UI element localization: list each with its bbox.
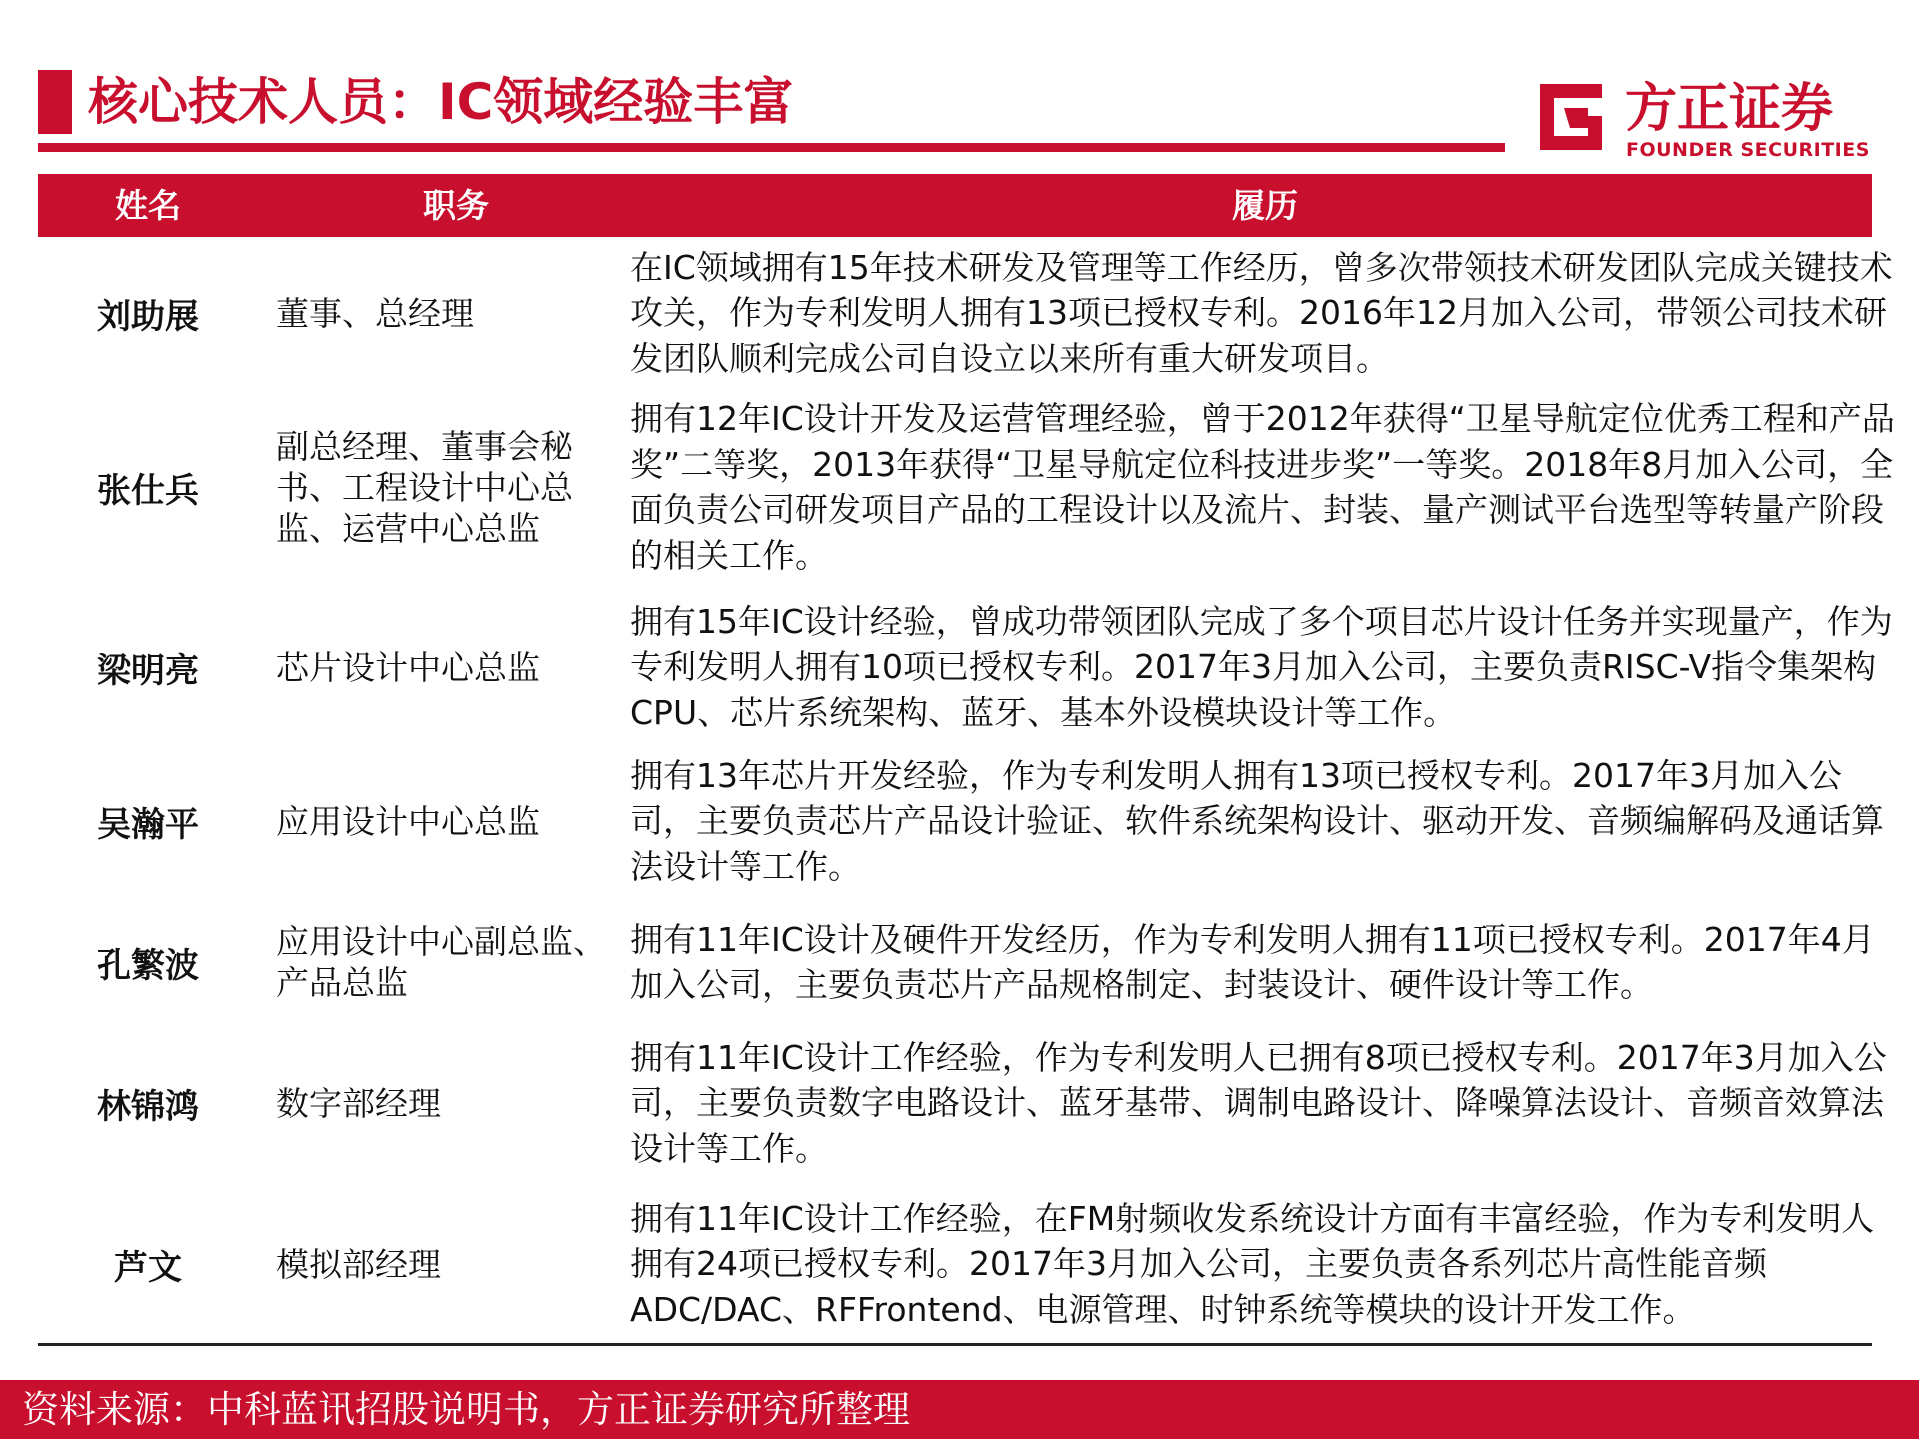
person-name: 芦文 <box>114 1247 182 1288</box>
person-role <box>276 596 636 738</box>
table-row <box>38 596 1893 738</box>
person-role <box>276 1193 636 1335</box>
bio-text: 拥有15年IC设计经验，曾成功带领团队完成了多个项目芯片设计任务并实现量产，作为专利发明人拥有10项已授权专利。2017年3月加入公司，主要负责RISC-V指令集架构CPU、芯片系统架构、蓝牙、基本外设模块设计等工作。 <box>630 601 1893 732</box>
person-name: 张仕兵 <box>97 470 199 511</box>
source-note: 资料来源：中科蓝讯招股说明书，方正证券研究所整理 <box>22 1388 910 1431</box>
table-row <box>38 1032 1887 1174</box>
person-bio <box>630 1193 1900 1335</box>
person-name: 梁明亮 <box>97 650 199 691</box>
header-name: 姓名 <box>115 186 181 225</box>
person-bio <box>630 1032 1900 1174</box>
person-role <box>276 392 636 582</box>
person-name: 林锦鸿 <box>97 1086 199 1127</box>
role-line: 产品总监 <box>276 963 408 1002</box>
person-name: 吴瀚平 <box>97 804 199 845</box>
bio-text: 拥有11年IC设计工作经验，在FM射频收发系统设计方面有丰富经验，作为专利发明人拥有24项已授权专利。2017年3月加入公司，主要负责各系列芯片高性能音频ADC/DAC、RFFrontend、电源管理、时钟系统等模块的设计开发工作。 <box>630 1198 1875 1329</box>
role-line: 应用设计中心总监 <box>276 801 540 841</box>
role-line: 芯片设计中心总监 <box>276 647 540 687</box>
founder-logo-icon <box>1530 76 1612 158</box>
role-line: 模拟部经理 <box>276 1244 441 1284</box>
table-bottom-rule <box>38 1343 1872 1346</box>
person-role <box>276 1032 636 1174</box>
title-accent-bar <box>38 70 72 134</box>
person-bio <box>630 392 1900 582</box>
logo-english-name: FOUNDER SECURITIES <box>1626 139 1870 161</box>
person-role <box>276 242 636 384</box>
role-line: 监、运营中心总监 <box>276 508 540 548</box>
person-bio <box>630 912 1900 1012</box>
role-line: 应用设计中心副总监、 <box>276 922 606 961</box>
table-row <box>38 912 1875 1012</box>
table-header <box>38 174 1872 237</box>
bio-text: 在IC领域拥有15年技术研发及管理等工作经历，曾多次带领技术研发团队完成关键技术攻关，作为专利发明人拥有13项已授权专利。2016年12月加入公司，带领公司技术研发团队顺利完成公司自设立以来所有重大研发项目。 <box>630 247 1893 378</box>
title-divider <box>38 143 1505 152</box>
person-name: 孔繁波 <box>97 945 199 986</box>
bio-text: 拥有11年IC设计及硬件开发经历，作为专利发明人拥有11项已授权专利。2017年4月加入公司，主要负责芯片产品规格制定、封装设计、硬件设计等工作。 <box>630 919 1875 1004</box>
logo-chinese-name: 方正证券 <box>1625 79 1834 139</box>
role-line: 数字部经理 <box>276 1083 441 1123</box>
bio-text: 拥有13年芯片开发经验，作为专利发明人拥有13项已授权专利。2017年3月加入公司，主要负责芯片产品设计验证、软件系统架构设计、驱动开发、音频编解码及通话算法设计等工作。 <box>630 755 1884 886</box>
person-role <box>276 912 636 1012</box>
person-role <box>276 750 636 892</box>
table-row <box>38 392 1895 582</box>
person-bio <box>630 242 1900 384</box>
table-row <box>38 750 1884 892</box>
person-bio <box>630 750 1900 892</box>
table-row <box>38 242 1893 384</box>
person-bio <box>630 596 1900 738</box>
role-line: 副总经理、董事会秘 <box>276 426 573 466</box>
header-bio: 履历 <box>1232 186 1298 225</box>
bio-text: 拥有11年IC设计工作经验，作为专利发明人已拥有8项已授权专利。2017年3月加入公司，主要负责数字电路设计、蓝牙基带、调制电路设计、降噪算法设计、音频音效算法设计等工作。 <box>630 1037 1887 1168</box>
header-role: 职务 <box>423 186 489 225</box>
founder-logo <box>1530 68 1870 161</box>
page-title: 核心技术人员：IC领域经验丰富 <box>88 73 794 131</box>
person-name: 刘助展 <box>97 296 199 337</box>
role-line: 书、工程设计中心总 <box>276 467 573 507</box>
footer-bar <box>0 1380 1919 1439</box>
table-row <box>38 1193 1875 1335</box>
bio-text: 拥有12年IC设计开发及运营管理经验，曾于2012年获得“卫星导航定位优秀工程和产品奖”二等奖，2013年获得“卫星导航定位科技进步奖”一等奖。2018年8月加入公司，全面负责公司研发项目产品的工程设计以及流片、封装、量产测试平台选型等转量产阶段的相关工作。 <box>630 399 1895 575</box>
role-line: 董事、总经理 <box>276 293 474 333</box>
